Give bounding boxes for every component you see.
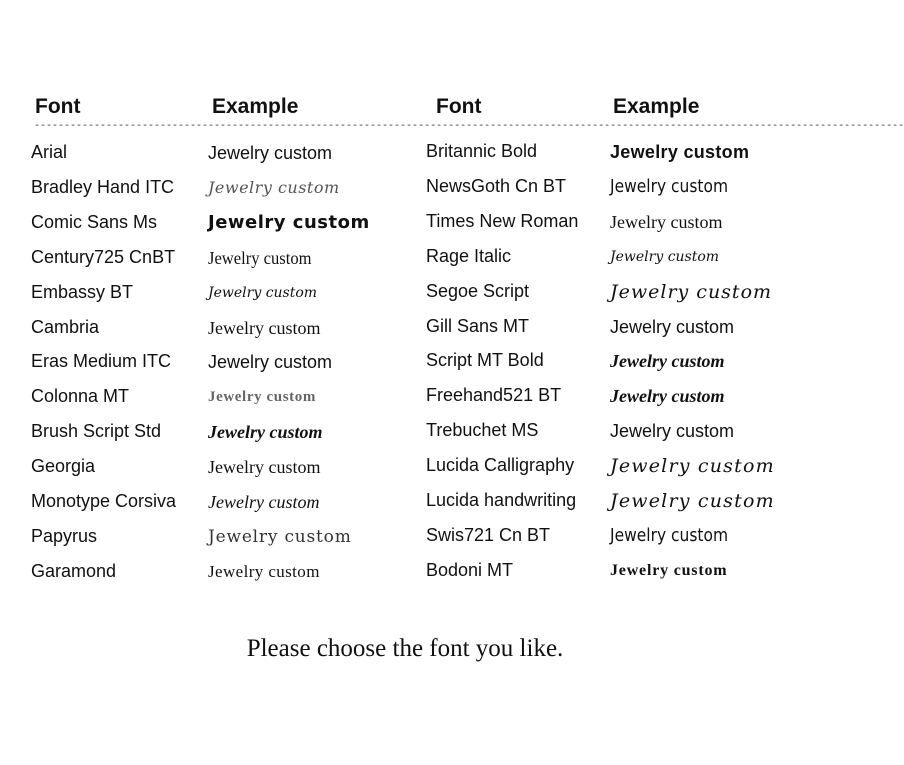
font-sample: Jewelry custom [610,490,775,512]
font-row [0,208,794,243]
font-name: Papyrus [31,525,98,546]
font-sample: Jewelry custom [208,526,352,547]
font-name: Rage Italic [426,245,512,266]
font-name: Eras Medium ITC [31,351,172,372]
font-sample: Jewelry custom [610,248,720,265]
font-row [0,382,794,417]
font-sample: Jewelry custom [610,175,729,197]
font-name: Lucida handwriting [426,490,577,510]
font-name: Segoe Script [426,280,530,301]
font-name: Arial [31,142,68,162]
font-sample: Jewelry custom [208,561,320,581]
right-example-header: Example [613,95,700,118]
left-font-header: Font [35,95,81,118]
font-name: Lucida Calligraphy [426,455,575,476]
font-sample: Jewelry custom [610,455,775,478]
font-name: Embassy BT [31,281,134,302]
font-sample: Jewelry custom [610,351,725,372]
font-sample: Jewelry custom [610,280,773,303]
font-row [0,417,794,452]
left-example-header: Example [212,95,299,118]
font-name: Georgia [31,456,96,477]
font-sample: Jewelry custom [208,284,318,301]
font-name: Brush Script Std [31,421,162,442]
font-name: NewsGoth Cn BT [426,175,567,196]
font-sample: Jewelry custom [208,457,321,478]
font-sample: Jewelry custom [610,142,750,162]
font-sample: Jewelry custom [208,143,333,163]
font-name: Freehand521 BT [426,385,562,406]
font-row [0,347,794,382]
font-name: Gill Sans MT [426,315,530,336]
font-sample: Jewelry custom [610,524,729,546]
font-sample: Jewelry custom [208,211,370,233]
font-name: Garamond [31,560,117,581]
font-row [0,522,794,557]
font-row [0,173,794,208]
font-row [0,243,794,278]
font-sample: Jewelry custom [208,389,316,406]
font-sample: Jewelry custom [610,421,735,442]
font-row [0,138,794,173]
font-name: Britannic Bold [426,141,538,161]
font-sample: Jewelry custom [208,352,333,373]
font-row [0,278,794,313]
font-sample: Jewelry custom [208,177,340,197]
font-name: Trebuchet MS [426,420,539,441]
font-name: Script MT Bold [426,350,544,371]
font-name: Comic Sans Ms [31,211,158,232]
font-sample: Jewelry custom [610,561,728,579]
font-sample: Jewelry custom [208,317,321,338]
right-font-header: Font [436,95,482,118]
font-name: Century725 CnBT [31,246,176,267]
font-row [0,557,794,592]
font-name: Times New Roman [426,210,579,231]
font-row [0,313,794,348]
font-row [0,487,794,522]
font-name: Colonna MT [31,386,130,407]
font-sample: Jewelry custom [208,247,312,268]
font-name: Bradley Hand ITC [31,176,175,197]
font-name: Swis721 Cn BT [426,524,551,545]
instruction-text: Please choose the font you like. [246,635,564,662]
font-sample: Jewelry custom [208,422,323,443]
font-name: Monotype Corsiva [31,491,177,511]
font-sample: Jewelry custom [610,316,735,337]
header-divider: ------------------------------------------------------------------------------------------------------------------------------------------------- [34,121,904,132]
font-name: Bodoni MT [426,559,514,580]
font-sample: Jewelry custom [610,211,723,232]
font-name: Cambria [31,316,100,337]
font-row [0,452,794,487]
font-sample: Jewelry custom [610,386,725,407]
font-sample: Jewelry custom [208,492,320,512]
